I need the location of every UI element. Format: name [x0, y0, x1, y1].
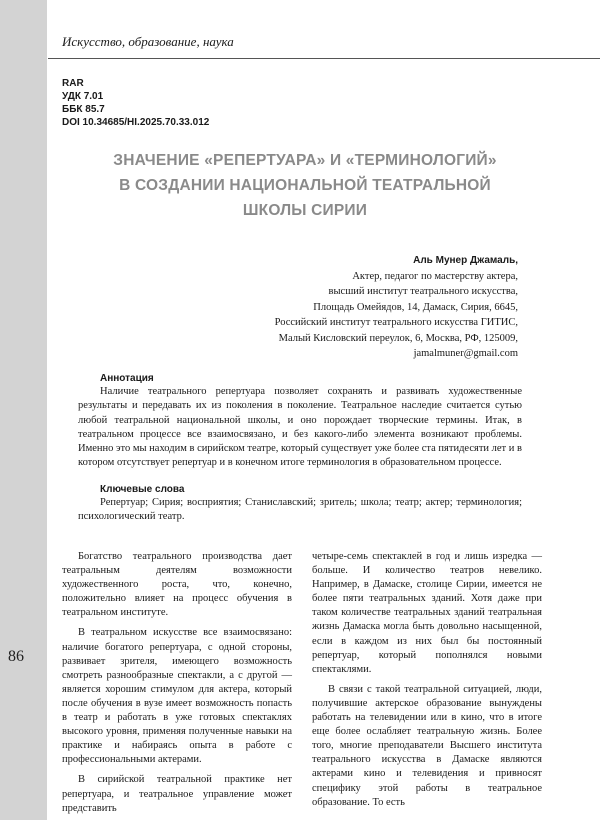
running-header: Искусство, образование, наука — [62, 34, 234, 49]
abstract-text: Наличие театрального репертуара позволяет сохранять и развивать художественные результаты и передавать их из поколения в поколение. Театральное наследие считается сутью любой театральной национальной школы, и оно порождает творческие термины. Итак, в театральном процессе все взаимосвязано, и без какого-либо элемента возникают проблемы. Именно это мы находим в сирийском театре, который существует уже более ста пятидесяти лет и в котором отсутствует репертуар и в конечном итоге терминология в образовательном процессе. — [78, 386, 522, 469]
title-line: ЗНАЧЕНИЕ «РЕПЕРТУАРА» И «ТЕРМИНОЛОГИЙ» — [113, 152, 497, 169]
article-title — [70, 148, 540, 223]
title-line: ШКОЛЫ СИРИИ — [242, 202, 368, 219]
udk-code: УДК 7.01 — [62, 91, 104, 102]
body-paragraph: четыре-семь спектаклей в год и лишь изредка — больше. И количество театров невелико. Например, в Дамаске, столице Сирии, имеется не более пяти театральных зданий. Хотя даже при таком количестве театральных зданий театральная жизнь Дамаска могла быть довольно насыщенной, если в каждом из них был бы постоянный репертуар, который пополнялся новыми спектаклями. — [312, 551, 542, 675]
author-affiliation-line: Малый Кисловский переулок, 6, Москва, РФ, 125009, — [278, 332, 518, 344]
bbk-code: ББК 85.7 — [62, 104, 105, 115]
author-email: jamalmuner@gmail.com — [413, 348, 518, 359]
author-affiliation-line: Площадь Омейядов, 14, Дамаск, Сирия, 6645, — [313, 301, 518, 313]
rar-code: RAR — [62, 78, 84, 89]
abstract-heading: Аннотация — [100, 373, 154, 384]
body-paragraph: В театральном искусстве все взаимосвязано: наличие богатого репертуара, с одной стороны, развивает зрителя, имеющего возможность смотреть разнообразные спектакли, а с другой — является хорошим стимулом для актера, который после обучения в вузе имеет возможность попасть в театр и работать в уже готовых спектаклях высокого уровня, применяя полученные навыки на практике и набираясь опыта в работе с профессиональными актерами. — [62, 627, 292, 766]
author-block — [275, 253, 518, 362]
body-paragraph: Богатство театрального производства дает театральным деятелям возможности художественного роста, что, конечно, положительно влияет на процесс обучения в театральном институте. — [62, 551, 292, 619]
author-affiliation-line: Российский институт театрального искусства ГИТИС, — [274, 317, 518, 328]
keywords-heading: Ключевые слова — [100, 484, 185, 495]
body-column-right — [312, 550, 542, 816]
author-name: Аль Мунер Джамаль, — [413, 255, 518, 266]
page-number: 86 — [8, 648, 24, 665]
body-paragraph: В сирийской театральной практике нет репертуара, и театральное управление может представить — [62, 774, 292, 814]
author-affiliation-line: высший институт театрального искусства, — [328, 286, 518, 297]
body-paragraph: В связи с такой театральной ситуацией, люди, получившие актерское образование вынуждены работать на телевидении или в кино, что в итоге еще более ослабляет театральную жизнь. Более того, многие преподаватели Высшего института театрального искусства в Дамаске являются актерами кино и телевидения и привносят специфику этой работы в театральное образование. То есть — [312, 683, 542, 808]
keywords-text: Репертуар; Сирия; восприятия; Станиславский; зритель; школа; театр; актер; терминология; психологический театр. — [78, 497, 522, 523]
header-rule — [48, 58, 600, 59]
body-column-left — [62, 550, 292, 822]
doi: DOI 10.34685/HI.2025.70.33.012 — [62, 117, 210, 128]
author-affiliation-line: Актер, педагог по мастерству актера, — [352, 270, 518, 282]
title-line: В СОЗДАНИИ НАЦИОНАЛЬНОЙ ТЕАТРАЛЬНОЙ — [119, 177, 491, 194]
article-meta — [62, 77, 209, 129]
page-sidebar — [0, 0, 47, 820]
